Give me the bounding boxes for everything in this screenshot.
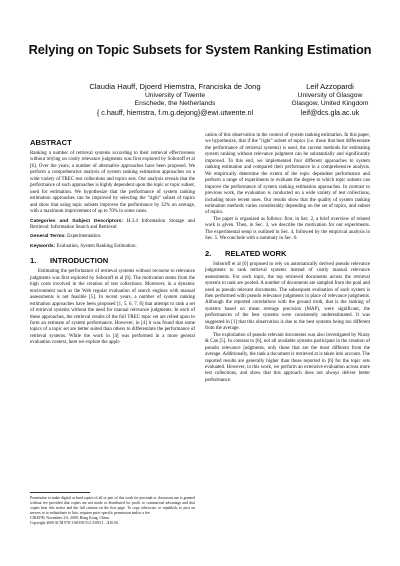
author-email: leif@dcs.gla.ac.uk	[300, 108, 360, 118]
copyright-footnote	[30, 492, 195, 526]
paragraph: The paper is organized as follows: first, in Sec. 2, a brief overview of related work is given. Then, in Sec. 3, we describe the motivation for our experiments. The experimental setup is outlined in Sec. 4, followed by the empirical analysis in Sec. 5. We conclude with a summary in Sec. 6.	[205, 216, 370, 242]
conference-line: CIKM'09, November 2-6, 2009, Hong Kong, China.	[30, 516, 110, 520]
copyright-line: Copyright 2009 ACM 978-1-60558-512-3/09/11 ...$10.00.	[30, 521, 119, 525]
author-names: Claudia Hauff, Djoerd Hiemstra, Franciska de Jong	[89, 82, 261, 91]
categories-text: H.3.4 Information Storage and Retrieval: Information Search and Retrieval	[30, 218, 195, 230]
abstract-text: Ranking a number of retrieval systems according to their retrieval effectiveness without relying on costly relevance judgments was first explored by Soboroff et al [6]. Over the years, a number of alternative approaches have been proposed. We perform a comprehensive analysis of system ranking estimation approaches on a wide variety of TREC test collections and topics sets. Our analysis reveals that the performance of such approaches is highly dependent upon the topic or topic subset, used for estimation. We hypothesize that the performance of system ranking estimation approaches can be improved by selecting the "right" subset of topics and show that using topic subsets improves the performance by 32% on average, with a maximum improvement of up to 70% in some cases.	[30, 151, 195, 215]
paragraph: cation of this observation in the context of system ranking estimation. In this paper, we hypothesize, that if the "right" subset of topics (i.e. those that best differentiate the performance of retrieval systems) is used, the current methods for estimating system ranking without relevance judgment can be substantially and significantly improved. To this end, we implemented four different approaches to system ranking estimation and compared their performance in a comprehensive analysis. We empirically determine the extent of the topic dependent performance and perform a range of experiments to evaluate the degree to which topic subsets can improve the performance of system ranking estimation approaches. In contrast to previous work, the evaluation is conducted on a wide variety of test collections, including more recent ones. Our results show that the quality of system ranking estimation methods varies considerably depending on the set of topics, and subset of topics.	[205, 133, 370, 216]
paragraph: The exploitation of pseudo relevant documents was also investigated by Nuray & Can [5]. In contrast to [6], not all available systems participate in the creation of pseudo relevance judgments, only those that are the most different from the average. Additionally, the rank a document is retrieved at is taken into account. The reported results are generally higher than those reported in [6] for the topic sets evaluated. However, in this work, we perform an extensive evaluation across more test collections, and show that this approach does not always deliver better performance.	[205, 332, 370, 383]
paper-title: Relying on Topic Subsets for System Ranking Estimation	[28, 42, 372, 57]
permission-text: Permission to make digital or hard copies of all or part of this work for personal or classroom use is granted without fee provided that copies are not made or distributed for profit or commercial advantage and that copies bear this notice and the full citation on the first page. To copy otherwise, to republish, to post on servers or to redistribute to lists, requires prior specific permission and/or a fee.	[30, 496, 195, 515]
keywords-label: Keywords:	[30, 243, 56, 249]
general-terms-line	[30, 234, 195, 240]
author-block-right	[280, 82, 380, 117]
author-location: Glasgow, United Kingdom	[291, 100, 369, 107]
section-title: RELATED WORK	[225, 248, 287, 258]
general-terms-label: General Terms:	[30, 234, 66, 240]
author-affiliation: University of Glasgow	[297, 91, 363, 99]
categories-label: Categories and Subject Descriptors:	[30, 218, 124, 224]
paragraph: Soboroff et al [6] proposed to rely on automatically derived pseudo relevance judgments to rank retrieval systems instead of costly manual relevance assessments. For each topic, the top retrieved documents across the retrieval systems to rank are pooled. A number of documents are sampled from the pool and used as pseudo relevant documents. The subsequent evaluation of each system is then performed with pseudo relevance judgments in place of relevance judgments. Although the reported correlations with the ground truth, that is the ranking of systems based on mean average precision (MAP), were significant, the performances of the best systems were consistently underestimated. It was suggested in [1] that this observation is due to the best systems being too different from the average.	[205, 261, 370, 332]
author-block-left	[60, 82, 290, 117]
section-title: INTRODUCTION	[50, 256, 109, 266]
section-heading-related-work	[205, 249, 370, 259]
right-column	[205, 133, 370, 384]
author-email: { c.hauff, hiemstra, f.m.g.dejong}@ewi.utwente.nl	[96, 108, 254, 118]
author-location: Enschede, the Netherlands	[134, 100, 216, 107]
paragraph: Estimating the performance of retrieval systems without recourse to relevance judgments was first explored by Soboroff et al [6]. The motivation stems from the high costs involved in the creation of test collections. Moreover, in a dynamic environment such as the Web regular evaluation of search engines with manual assessments is not feasible [5]. In recent years, a number of system ranking estimation approaches have been proposed [1, 5, 6, 7, 8] that attempt to rank a set of retrieval systems without the need for manual relevance judgments. In each of these approaches, the retrieval results of the full TREC topic set are relied upon to form an estimate of system performance. However, in [4] it was found that some topics of a topic set are better suited than others to differentiate the performance of retrieval systems. While the work in [4] was performed in a more general evaluation context, here we explore the appli-	[30, 269, 195, 346]
general-terms-text: Experimentation.	[67, 234, 102, 240]
author-affiliation: University of Twente	[144, 91, 206, 99]
categories-line	[30, 219, 195, 232]
section-number: 2.	[205, 248, 212, 258]
section-heading-introduction	[30, 256, 195, 266]
abstract-heading: ABSTRACT	[30, 138, 72, 147]
footnote-rule	[30, 492, 90, 493]
author-names: Leif Azzopardi	[306, 82, 354, 91]
left-column	[30, 138, 195, 347]
section-number: 1.	[30, 256, 37, 266]
keywords-text: Evaluation, System Ranking Estimation.	[56, 243, 137, 249]
